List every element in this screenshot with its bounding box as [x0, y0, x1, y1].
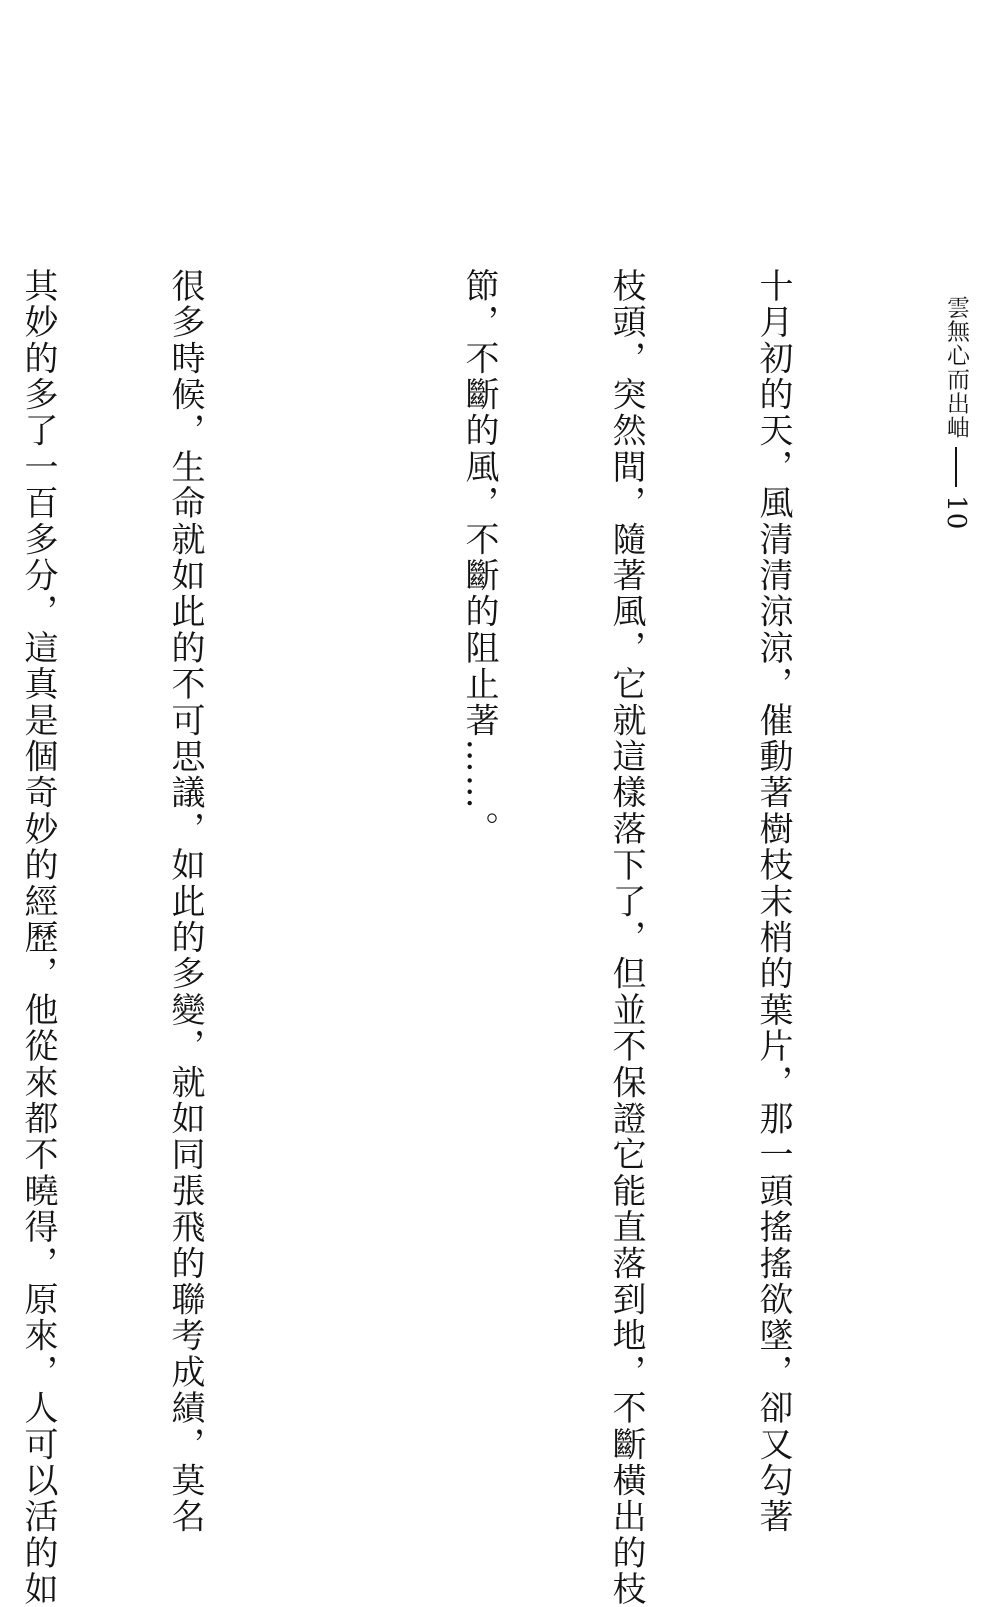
- book-title: 雲無心而出岫: [943, 295, 969, 440]
- body-text: [18, 268, 895, 1607]
- text-line: 枝頭，突然間，隨著風，它就這樣落下了，但並不保證它能直落到地，不斷橫出的枝: [606, 268, 646, 1607]
- page-number: 10: [941, 495, 971, 531]
- text-line: 其妙的多了一百多分，這真是個奇妙的經歷，他從來都不曉得，原來，人可以活的如: [18, 268, 58, 1607]
- text-line: 很多時候，生命就如此的不可思議，如此的多變，就如同張飛的聯考成績，莫名: [165, 268, 205, 1535]
- paragraph-gap: [307, 268, 356, 1283]
- text-line: 節，不斷的風，不斷的阻止著……。: [459, 268, 499, 848]
- header-rule: [955, 447, 957, 487]
- running-head: [914, 262, 999, 530]
- text-line: 十月初的天，風清清涼涼，催動著樹枝末梢的葉片，那一頭搖搖欲墜，卻又勾著: [753, 268, 793, 1535]
